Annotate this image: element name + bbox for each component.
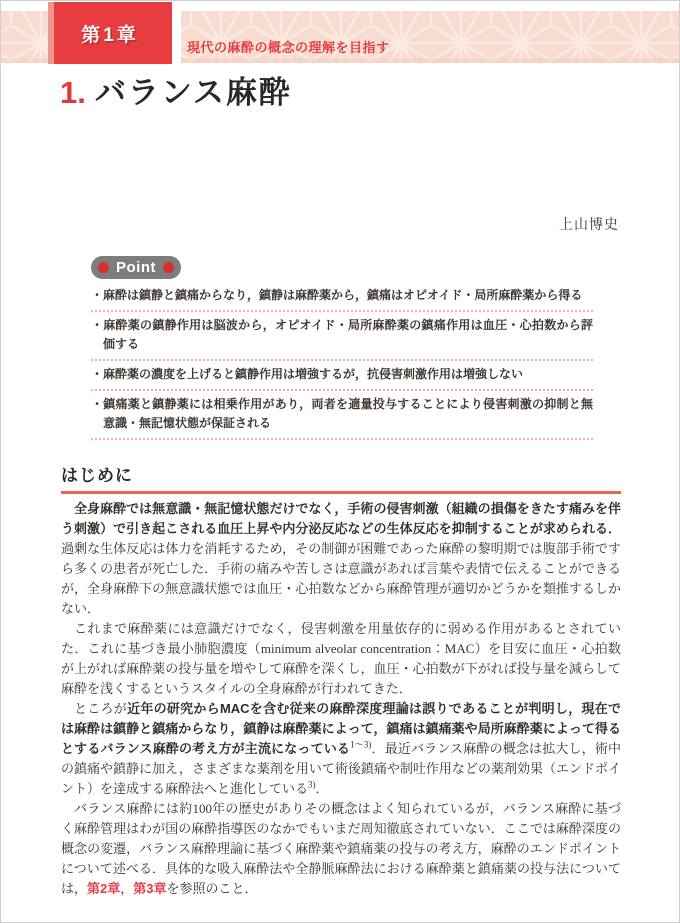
point-list bbox=[91, 282, 593, 440]
body-text bbox=[61, 499, 621, 899]
intro-heading: はじめに bbox=[61, 461, 621, 494]
paragraph bbox=[61, 799, 621, 899]
chapter-subtitle: 現代の麻酔の概念の理解を目指す bbox=[187, 40, 390, 55]
page-title bbox=[60, 75, 292, 111]
chapter-number-label: 第1章 bbox=[81, 24, 139, 46]
point-badge-label: Point bbox=[116, 258, 156, 276]
body-run: 過剰な生体反応は体力を消耗するため，その制御が困難であった麻酔の黎明期では腹部手術ですら多くの患者が死亡した．手術の痛みや苦しさは意識があれば言葉や表情で伝えることができるが，全身麻酔下の無意識状態では血圧・心拍数などから麻酔管理が適切かどうかを類推するしかない． bbox=[61, 541, 621, 616]
reference-superscript: 1～3) bbox=[350, 739, 372, 750]
emphasis-text: 近年の研究からMACを含む従来の麻酔深度理論は誤りであることが判明し，現在では麻酔は鎮静と鎮痛からなり，鎮静は麻酔薬によって，鎮痛は鎮痛薬や局所麻酔薬によって得るとするバランス麻酔の考え方が主流になっている bbox=[61, 701, 621, 756]
point-box bbox=[91, 256, 593, 440]
body-run: ， bbox=[120, 881, 134, 896]
body-run: を参照のこと． bbox=[166, 881, 258, 896]
point-item: ・鎮痛薬と鎮静薬には相乗作用があり，両者を適量投与することにより侵害刺激の抑制と無意識・無記憶状態が保証される bbox=[91, 391, 593, 440]
section-title-text: バランス麻酔 bbox=[94, 75, 292, 110]
chapter-3-reference[interactable]: 第3章 bbox=[133, 881, 167, 896]
badge-dot-left-icon bbox=[98, 262, 109, 273]
point-badge bbox=[91, 256, 181, 279]
reference-superscript: 3) bbox=[308, 779, 316, 790]
body-run: ところが bbox=[74, 701, 128, 716]
paragraph bbox=[61, 699, 621, 799]
body-run: ． bbox=[315, 781, 329, 796]
body-run: バランス麻酔には約100年の歴史がありその概念はよく知られているが，バランス麻酔に基づく麻酔管理はわが国の麻酔指導医のなかでもいまだ周知徹底されていない．ここでは麻酔深度の概念の変遷，バランス麻酔理論に基づく麻酔薬や鎮痛薬の投与の考え方，麻酔のエンドポイントについて述べる．具体的な吸入麻酔法や全静脈麻酔法における麻酔薬と鎮痛薬の投与法については， bbox=[61, 801, 621, 896]
point-item: ・麻酔薬の鎮静作用は脳波から，オピオイド・局所麻酔薬の鎮痛作用は血圧・心拍数から評価する bbox=[91, 312, 593, 361]
chapter-number-box bbox=[48, 2, 181, 64]
point-item: ・麻酔は鎮静と鎮痛からなり，鎮静は麻酔薬から，鎮痛はオピオイド・局所麻酔薬から得る bbox=[91, 282, 593, 312]
body-run: ．最近バランス麻酔の概念は拡大し，術中の鎮痛や鎮静に加え，さまざまな薬剤を用いて術後鎮痛や制吐作用などの薬剤効果（エンドポイント）を達成する麻酔法へと進化している bbox=[61, 741, 621, 796]
paragraph bbox=[61, 499, 621, 619]
emphasis-text: 全身麻酔では無意識・無記憶状態だけでなく，手術の侵害刺激（組織の損傷をきたす痛みを伴う刺激）で引き起こされる血圧上昇や内分泌反応などの生体反応を抑制することが求められる． bbox=[61, 501, 621, 536]
paragraph: これまで麻酔薬には意識だけでなく，侵害刺激を用量依存的に弱める作用があるとされていた．これに基づき最小肺胞濃度（minimum alveolar concentration：MAC）を目安に血圧・心拍数が上がれば麻酔薬の投与量を増やして麻酔を深くし，血圧・心拍数が下がれば投与量を減らして麻酔を浅くするというスタイルの全身麻酔が行われてきた． bbox=[61, 621, 621, 696]
chapter-2-reference[interactable]: 第2章 bbox=[87, 881, 121, 896]
intro-section bbox=[61, 461, 621, 899]
badge-dot-right-icon bbox=[163, 262, 174, 273]
section-number: 1. bbox=[60, 75, 86, 110]
point-item: ・麻酔薬の濃度を上げると鎮静作用は増強するが，抗侵害刺激作用は増強しない bbox=[91, 361, 593, 391]
author-name: 上山博史 bbox=[559, 216, 619, 232]
